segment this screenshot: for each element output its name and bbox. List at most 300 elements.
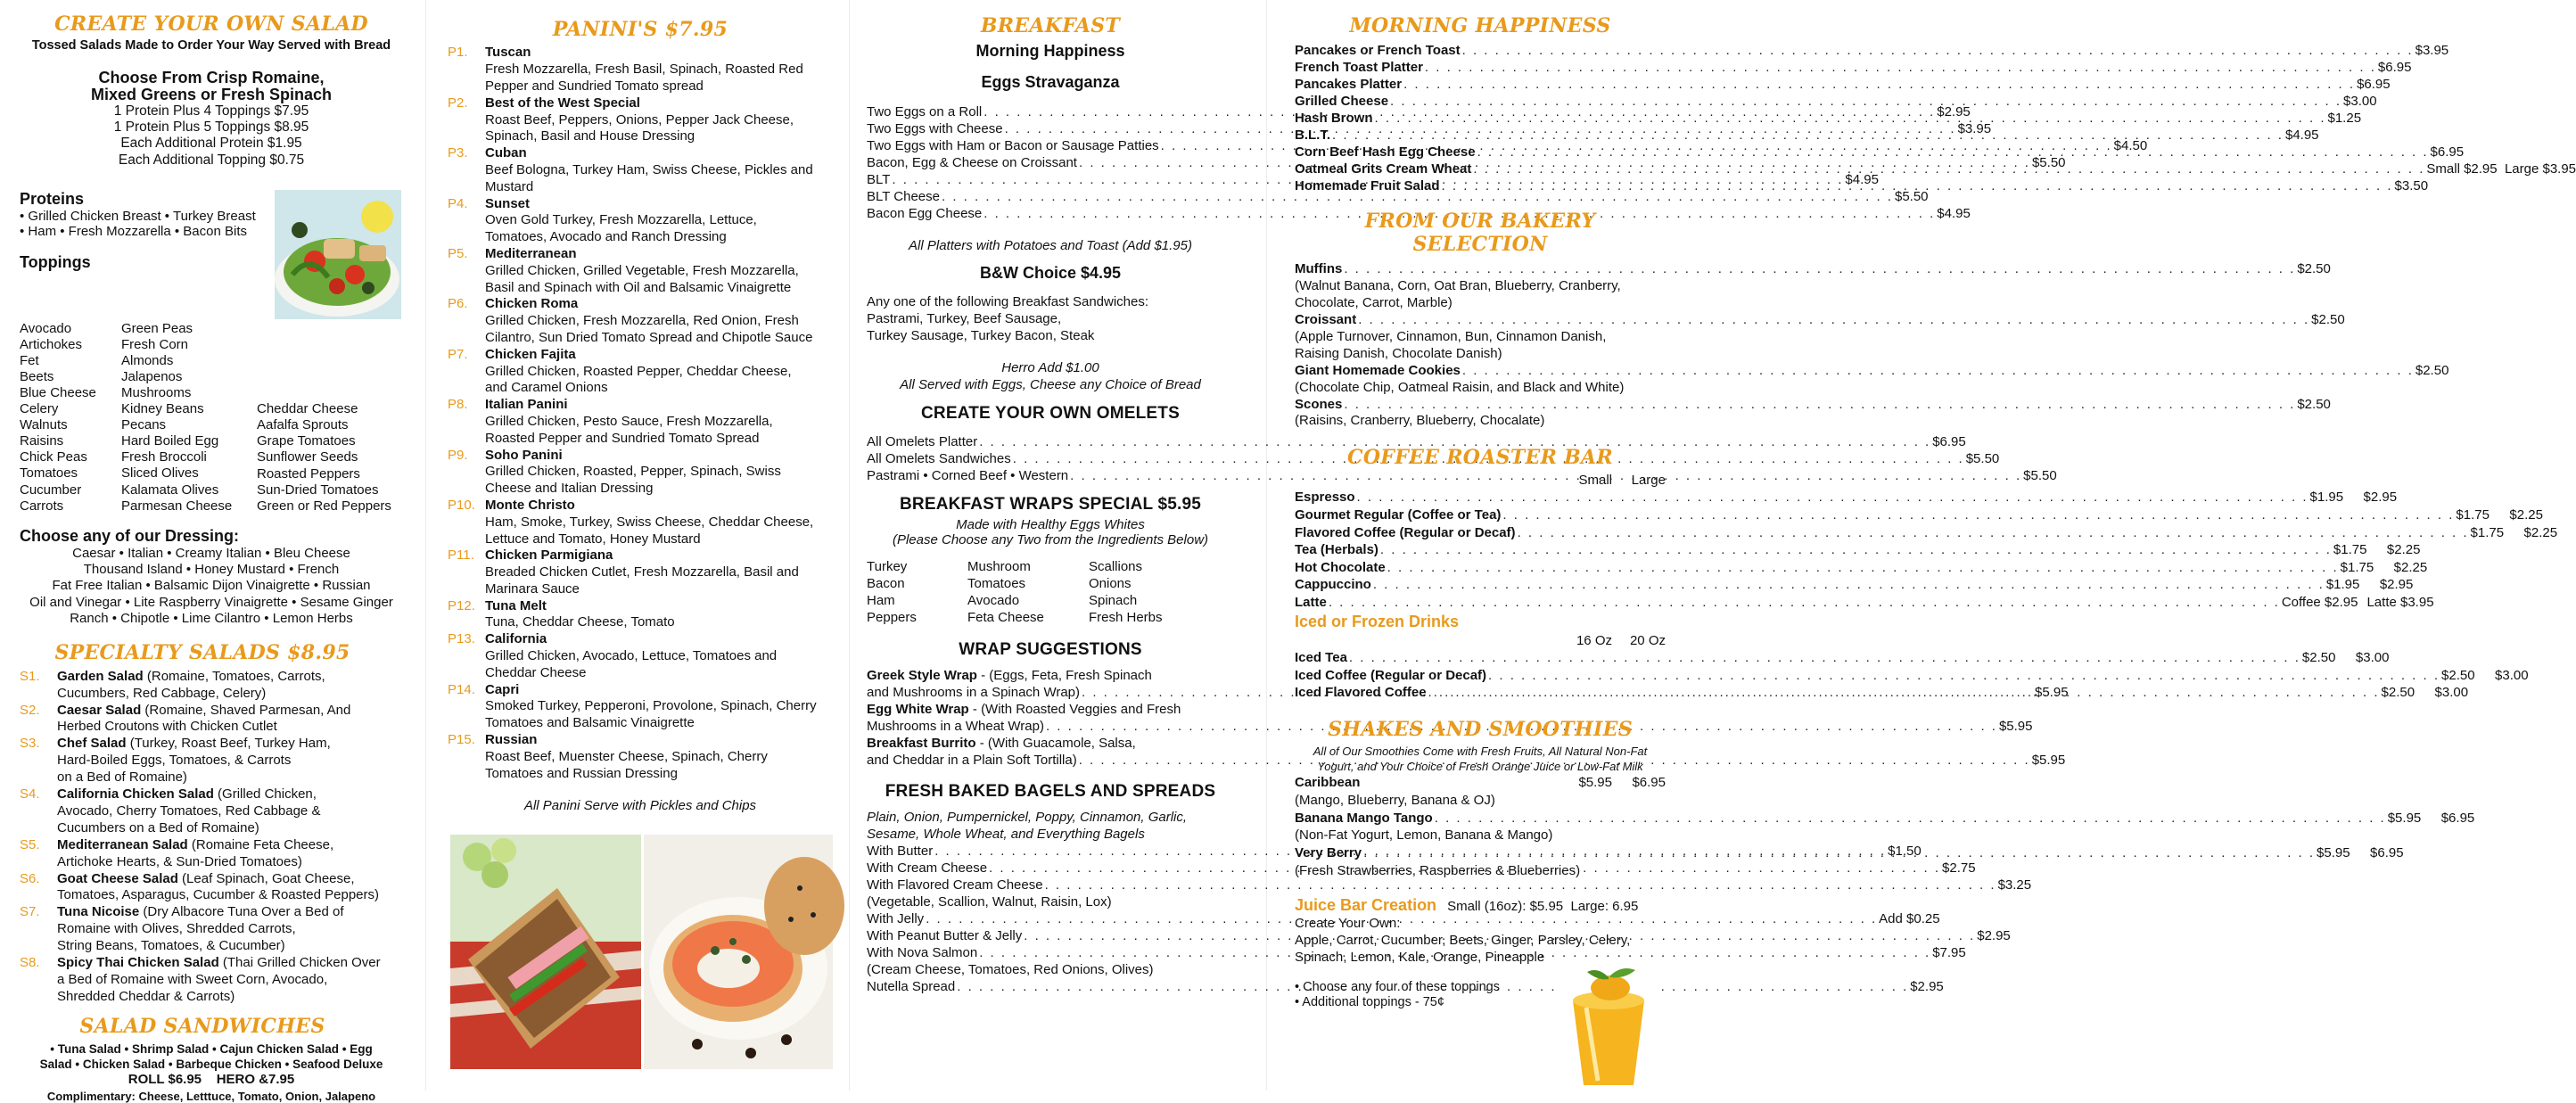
bakery-list	[1295, 261, 2449, 430]
coffee-item	[1295, 489, 2398, 506]
topping: Kalamata Olives	[121, 482, 219, 498]
leader-dots	[1390, 94, 2341, 111]
dressing-line: Thousand Island • Honey Mustard • French	[83, 562, 340, 578]
size-20oz: 20 Oz	[1629, 632, 1666, 648]
size-16oz: 16 Oz	[1576, 632, 1612, 648]
item-desc: Grilled Chicken, Roasted, Pepper, Spinach, Swiss	[485, 464, 781, 480]
topping: Fresh Broccoli	[121, 449, 207, 465]
price-large: $2.25	[2509, 506, 2543, 523]
item-name: California Chicken Salad	[57, 786, 214, 803]
item-desc: Raising Danish, Chocolate Danish)	[1295, 345, 1502, 361]
item-price: $5.50	[1965, 450, 2000, 466]
item-desc: (Fresh Strawberries, Raspberries & Blueberries)	[1295, 862, 1581, 878]
price-small: $5.95	[2387, 810, 2422, 826]
price-small: $1.75	[2470, 524, 2505, 540]
size-large: Large	[1631, 472, 1666, 488]
item-number: P6.	[448, 296, 468, 312]
leader-dots	[1428, 684, 2380, 702]
panini-item	[448, 448, 833, 498]
item-price: $3.00	[2343, 94, 2377, 110]
complimentary-line: Complimentary: Cheese, Letttuce, Tomato, Onion, Jalapeno	[46, 1089, 376, 1103]
bakery-item	[1295, 362, 2449, 397]
item-desc: Cilantro, Sun Dried Tomato Spread and Chipotle Sauce	[485, 329, 813, 345]
item-name: Two Eggs with Ham or Bacon or Sausage Patties	[867, 138, 1159, 154]
price-small: $1.75	[2456, 506, 2490, 523]
item-price: $2.50	[2311, 312, 2345, 328]
item-number: P9.	[448, 447, 468, 463]
panini-item	[448, 498, 833, 547]
item-price: $2.50	[2415, 362, 2449, 378]
panini-item	[448, 347, 833, 397]
price-large: $2.95	[2379, 577, 2414, 593]
roll-hero-prices: ROLL $6.95 HERO &7.95	[128, 1072, 295, 1088]
sandwich-line: Salad • Chicken Salad • Barbeque Chicken • Seafood Deluxe	[39, 1058, 383, 1072]
item-name: Iced Coffee (Regular or Decaf)	[1295, 667, 1487, 683]
leader-dots	[1518, 524, 2469, 542]
item-name: Homemade Fruit Salad	[1295, 177, 1440, 193]
coffee-item	[1295, 524, 2558, 542]
item-name: Flavored Coffee (Regular or Decaf)	[1295, 524, 1516, 540]
shake-item	[1295, 774, 1666, 809]
item-desc: a Bed of Romaine with Sweet Corn, Avocado,	[57, 972, 328, 988]
price-small: $1.95	[2325, 577, 2360, 593]
item-name: California	[485, 631, 547, 647]
pricing-line: 1 Protein Plus 5 Toppings $8.95	[113, 119, 309, 136]
item-desc: String Beans, Tomatoes, & Cucumber)	[57, 938, 285, 954]
topping: Cucumber	[20, 482, 82, 498]
price-large: $3.00	[2355, 650, 2390, 666]
panini-photo	[450, 835, 641, 1069]
item-name: Iced Tea	[1295, 650, 1347, 666]
choose-line-1: Choose From Crisp Romaine,	[98, 69, 325, 87]
item-name: With Jelly	[867, 911, 925, 927]
item-name: Tuna Nicoise	[57, 904, 140, 920]
item-name: Pastrami • Corned Beef • Western	[867, 467, 1069, 483]
leader-dots	[1358, 312, 2309, 329]
pricing-line: Each Additional Topping $0.75	[118, 152, 305, 168]
topping: Aafalfa Sprouts	[257, 417, 349, 433]
leader-dots	[1363, 844, 2315, 862]
item-price: $2.50	[2297, 396, 2331, 412]
dressing-line: Fat Free Italian • Balsamic Dijon Vinaigrette • Russian	[52, 578, 371, 594]
topping: Chick Peas	[20, 449, 87, 465]
price-small: $2.50	[2441, 667, 2475, 683]
item-number: P5.	[448, 245, 468, 261]
item-desc: (Raisins, Cranberry, Blueberry, Chocalate)	[1295, 413, 1545, 429]
bakery-item	[1295, 312, 2345, 363]
panini-item	[448, 732, 833, 782]
item-desc: (Turkey, Roast Beef, Turkey Ham,	[126, 736, 331, 752]
panini-footer: All Panini Serve with Pickles and Chips	[523, 798, 757, 814]
item-name: B.L.T.	[1295, 127, 1330, 143]
dressing-line: Ranch • Chipotle • Lime Cilantro • Lemon Herbs	[70, 611, 353, 627]
ingredient: Onions	[1089, 575, 1132, 591]
item-price: $4.95	[1845, 172, 1879, 188]
item-price: $5.50	[1894, 189, 1929, 205]
item-name: BLT	[867, 172, 891, 188]
item-name: Caesar Salad	[57, 702, 142, 718]
item-name: With Flavored Cream Cheese	[867, 877, 1043, 893]
dressing-list	[20, 546, 403, 627]
topping: Avocado	[20, 320, 72, 336]
item-name: Bacon Egg Cheese	[867, 205, 983, 221]
item-name: BLT Cheese	[867, 189, 940, 205]
item-name: Iced Flavored Coffee	[1295, 685, 1427, 701]
item-name: With Peanut Butter & Jelly	[867, 928, 1023, 944]
bw-line: Pastrami, Turkey, Beef Sausage,	[867, 311, 1062, 327]
price-small: $1.75	[2340, 559, 2374, 575]
item-price: $1.25	[2327, 111, 2362, 127]
item-price: $2.75	[1942, 860, 1976, 877]
choose-line-2: Mixed Greens or Fresh Spinach	[90, 86, 333, 104]
item-price: $6.95	[2377, 60, 2412, 76]
item-name: With Butter	[867, 844, 934, 860]
specialty-item	[20, 736, 403, 786]
leader-dots	[1435, 810, 2386, 827]
topping: Artichokes	[20, 336, 83, 352]
proteins-line: • Grilled Chicken Breast • Turkey Breast	[20, 208, 256, 224]
item-desc: Pepper and Sundried Tomato spread	[485, 78, 704, 94]
topping: Beets	[20, 368, 54, 384]
panini-item	[448, 547, 833, 597]
create-salad-title: CREATE YOUR OWN SALAD	[54, 12, 368, 36]
bakery-title: FROM OUR BAKERY SELECTION	[1364, 209, 1596, 256]
item-name: Egg White Wrap	[867, 702, 969, 718]
panini-title: PANINI'S $7.95	[552, 18, 728, 41]
item-name: Goat Cheese Salad	[57, 870, 178, 886]
item-desc: Tomatoes, Avocado and Ranch Dressing	[485, 229, 727, 245]
wrap-suggestions-title: WRAP SUGGESTIONS	[959, 639, 1142, 659]
item-number: S3.	[20, 736, 40, 752]
item-name: Hash Brown	[1295, 111, 1373, 127]
coffee-item	[1295, 576, 2414, 594]
item-name: Very Berry	[1295, 845, 1362, 861]
item-name: Monte Christo	[485, 497, 575, 513]
item-name: Chef Salad	[57, 736, 127, 752]
item-name: Capri	[485, 681, 520, 697]
leader-dots	[1344, 261, 2295, 278]
item-number: P7.	[448, 346, 468, 362]
topping: Sun-Dried Tomatoes	[257, 482, 379, 498]
price-large: $6.95	[2370, 845, 2404, 861]
juice-list: Spinach, Lemon, Kale, Orange, Pineapple	[1295, 949, 1545, 965]
bw-choice-title: B&W Choice $4.95	[979, 264, 1122, 283]
item-name: Two Eggs with Cheese	[867, 121, 1003, 137]
pricing-line: Each Additional Protein $1.95	[120, 136, 302, 152]
item-price: $4.50	[2113, 138, 2148, 154]
item-desc: Lettuce and Tomato, Honey Mustard	[485, 531, 701, 547]
juice-header	[1295, 896, 1666, 915]
juice-bullet: • Additional toppings - 75¢	[1295, 995, 1444, 1010]
morning-happiness-title: MORNING HAPPINESS	[1349, 14, 1611, 37]
item-number: P14.	[448, 681, 475, 697]
price-small: $5.95	[1578, 775, 1612, 791]
leader-dots	[1462, 363, 2414, 380]
item-desc: Romaine with Olives, Shredded Carrots,	[57, 921, 296, 937]
item-price: $3.95	[1957, 121, 1992, 137]
item-name: Best of the West Special	[485, 95, 640, 111]
item-number: S1.	[20, 668, 40, 684]
item-desc: Roast Beef, Peppers, Onions, Pepper Jack Cheese,	[485, 111, 794, 128]
item-number: S7.	[20, 904, 40, 920]
price-small: $5.95	[2317, 845, 2350, 861]
leader-dots	[1375, 111, 2326, 128]
item-number: P8.	[448, 397, 468, 413]
item-name: Two Eggs on a Roll	[867, 104, 983, 120]
price-small: $1.95	[2309, 490, 2344, 506]
item-name: Bacon, Egg & Cheese on Croissant	[867, 155, 1077, 171]
item-name: Banana Mango Tango	[1295, 810, 1433, 826]
item-price: $5.95	[2031, 753, 2066, 769]
leader-dots	[1387, 559, 2339, 577]
item-desc: Basil and Spinach with Oil and Balsamic Vinaigrette	[485, 279, 792, 295]
item-desc: Smoked Turkey, Pepperoni, Provolone, Spinach, Cherry	[485, 698, 817, 714]
item-name: Oatmeal Grits Cream Wheat	[1295, 161, 1472, 177]
item-number: P13.	[448, 631, 475, 647]
proteins-line: • Ham • Fresh Mozzarella • Bacon Bits	[20, 224, 247, 240]
morning-item	[1295, 77, 2391, 94]
item-desc: - (Eggs, Feta, Fresh Spinach	[976, 668, 1152, 684]
item-name: Espresso	[1295, 490, 1355, 506]
ingredient: Feta Cheese	[967, 609, 1044, 625]
item-desc: Marinara Sauce	[485, 580, 580, 597]
item-name: Mediterranean Salad	[57, 836, 188, 852]
leader-dots	[1403, 77, 2355, 94]
item-price: $3.50	[2394, 177, 2429, 193]
topping: Tomatoes	[20, 465, 78, 482]
egg-item	[867, 205, 1971, 223]
leader-dots	[1473, 161, 2424, 178]
item-price: $6.95	[2357, 77, 2391, 93]
topping: Blue Cheese	[20, 385, 96, 400]
item-name: Latte	[1295, 594, 1327, 610]
coffee-title: COFFEE ROASTER BAR	[1347, 446, 1613, 470]
dressing-line: Oil and Vinegar • Lite Raspberry Vinaigrette • Sesame Ginger	[29, 594, 393, 610]
ingredient: Mushroom	[967, 558, 1031, 574]
item-name: Breakfast Burrito	[867, 736, 976, 752]
specialty-item	[20, 703, 403, 737]
item-desc: and Caramel Onions	[485, 380, 608, 396]
juice-create: Create Your Own:	[1295, 915, 1401, 931]
price-large: $3.00	[2434, 685, 2469, 701]
salad-column	[20, 12, 403, 1103]
item-number: P12.	[448, 597, 475, 613]
item-desc: (Apple Turnover, Cinnamon, Bun, Cinnamon Danish,	[1295, 328, 1607, 344]
item-desc: Artichoke Hearts, & Sun-Dried Tomatoes)	[57, 853, 302, 869]
item-desc: (Romaine Feta Cheese,	[187, 836, 334, 852]
item-desc: Fresh Mozzarella, Fresh Basil, Spinach, Roasted Red	[485, 62, 803, 78]
panini-list	[448, 45, 833, 782]
ingredient: Bacon	[867, 575, 905, 591]
shakes-note-1: All of Our Smoothies Come with Fresh Fruits, All Natural Non-Fat	[1313, 745, 1648, 759]
item-number: S4.	[20, 786, 40, 803]
shakes-title: SHAKES AND SMOOTHIES	[1328, 717, 1633, 741]
panini-item	[448, 95, 833, 145]
iced-item	[1295, 667, 2529, 685]
topping: Raisins	[20, 433, 64, 449]
leader-dots	[1357, 489, 2309, 506]
ingredient-col	[867, 558, 967, 626]
specialty-item	[20, 904, 403, 955]
proteins-title: Proteins	[20, 189, 85, 208]
bagels-title: FRESH BAKED BAGELS AND SPREADS	[885, 782, 1216, 802]
ingredient: Tomatoes	[967, 575, 1026, 591]
smoothie-photo	[1555, 965, 1662, 1090]
panini-item	[448, 397, 833, 447]
ingredient-col	[967, 558, 1089, 626]
item-desc: Cheddar Cheese	[485, 664, 587, 680]
item-desc: Grilled Chicken, Grilled Vegetable, Fresh Mozzarella,	[485, 262, 799, 278]
panini-item	[448, 145, 833, 195]
panini-item	[448, 45, 833, 95]
item-desc: (Mango, Blueberry, Banana & OJ)	[1295, 793, 1495, 809]
specialty-item	[20, 837, 403, 871]
item-desc: Spinach, Basil and House Dressing	[485, 128, 695, 144]
panini-item	[448, 296, 833, 346]
item-price: $1.50	[1888, 844, 1922, 860]
price-large: $2.25	[2523, 524, 2558, 540]
shake-item	[1295, 810, 2475, 844]
item-number: P4.	[448, 195, 468, 211]
wraps-title: BREAKFAST WRAPS SPECIAL $5.95	[899, 494, 1202, 514]
proteins-block	[20, 190, 403, 328]
topping: Mushrooms	[121, 385, 192, 400]
fold-line	[425, 0, 426, 1091]
specialty-salads-title: SPECIALTY SALADS $8.95	[54, 641, 350, 665]
ingredient: Fresh Herbs	[1089, 609, 1163, 625]
salad-photo	[275, 190, 401, 319]
create-salad-subtitle: Tossed Salads Made to Order Your Way Served with Bread	[31, 38, 391, 54]
item-price: $2.50	[2297, 261, 2331, 277]
item-name: Garden Salad	[57, 668, 144, 684]
specialty-item	[20, 955, 403, 1006]
leader-dots	[1488, 667, 2440, 685]
coffee-item	[1295, 559, 2428, 577]
item-name: Soho Panini	[485, 447, 563, 463]
bagel-photo	[644, 835, 833, 1069]
topping: Green or Red Peppers	[257, 498, 391, 514]
item-desc: Grilled Chicken, Roasted Pepper, Cheddar Cheese,	[485, 363, 792, 379]
leader-dots	[1344, 397, 2295, 414]
leader-dots	[1442, 178, 2393, 195]
iced-drinks-title: Iced or Frozen Drinks	[1295, 612, 1460, 630]
leader-dots	[1349, 649, 2300, 667]
item-desc: Ham, Smoke, Turkey, Swiss Cheese, Cheddar Cheese,	[485, 514, 814, 530]
size-header	[1295, 472, 1666, 490]
item-name: Tea (Herbals)	[1295, 542, 1379, 558]
item-desc: Grilled Chicken, Avocado, Lettuce, Tomatoes and	[485, 648, 778, 664]
item-name: Spicy Thai Chicken Salad	[57, 955, 219, 971]
item-name: Nutella Spread	[867, 979, 956, 995]
item-desc: Mushrooms in a Wheat Wrap)	[867, 719, 1044, 735]
item-desc: Chocolate, Carrot, Marble)	[1295, 295, 1453, 311]
panini-item	[448, 246, 833, 296]
sandwiches-list	[20, 1041, 403, 1072]
item-price: $2.95	[1910, 979, 1944, 995]
leader-dots	[1380, 541, 2332, 559]
item-name: Greek Style Wrap	[867, 668, 977, 684]
item-name: Russian	[485, 732, 538, 748]
item-desc: Avocado, Cherry Tomatoes, Red Cabbage &	[57, 803, 321, 819]
item-price: Add $0.25	[1879, 911, 1940, 927]
juice-bullet: • Choose any four of these toppings	[1295, 979, 1500, 994]
item-name: With Nova Salmon	[867, 945, 978, 961]
item-price: $5.50	[2023, 467, 2057, 483]
price-large: $6.95	[1632, 775, 1666, 791]
item-desc: Roasted Pepper and Sundried Tomato Spread	[485, 430, 760, 446]
shakes-note-2: Yogurt, and Your Choice of Fresh Orange Juice or Low-Fat Milk	[1317, 760, 1643, 774]
bw-line: Turkey Sausage, Turkey Bacon, Steak	[867, 328, 1095, 344]
item-name: Chicken Roma	[485, 296, 579, 312]
morning-item	[1295, 43, 2449, 60]
ingredient: Scallions	[1089, 558, 1143, 574]
topping: Fresh Corn	[121, 336, 189, 352]
nova-note: (Cream Cheese, Tomatoes, Red Onions, Olives)	[867, 962, 1154, 978]
leader-dots	[1329, 594, 2280, 612]
ingredient: Spinach	[1089, 592, 1138, 608]
item-desc: - (With Guacamole, Salsa,	[975, 736, 1136, 752]
topping: Hard Boiled Egg	[121, 433, 219, 449]
item-name: Giant Homemade Cookies	[1295, 362, 1461, 378]
breakfast-title: BREAKFAST	[980, 14, 1121, 37]
item-name: Tuna Melt	[485, 597, 547, 613]
item-desc: (Non-Fat Yogurt, Lemon, Banana & Mango)	[1295, 827, 1553, 844]
item-desc: Shredded Cheddar & Carrots)	[57, 988, 235, 1004]
price-small: $1.75	[2333, 542, 2367, 558]
morning-item	[1295, 94, 2377, 111]
item-desc: (Thai Grilled Chicken Over	[218, 955, 381, 971]
item-number: P1.	[448, 45, 468, 61]
breakfast-sub-2: Eggs Stravaganza	[981, 73, 1120, 92]
topping: Carrots	[20, 498, 64, 514]
price-large: $2.25	[2393, 559, 2428, 575]
specialty-list	[20, 669, 403, 1006]
price-small: Coffee $2.95	[2281, 594, 2358, 610]
item-price: $2.95	[1937, 104, 1971, 120]
sandwich-line: • Tuna Salad • Shrimp Salad • Cajun Chicken Salad • Egg	[50, 1042, 373, 1057]
item-name: Hot Chocolate	[1295, 559, 1386, 575]
item-price: $5.95	[1998, 719, 2033, 735]
ingredient-col	[1089, 558, 1214, 626]
item-desc: Mustard	[485, 178, 534, 194]
topping: Fet	[20, 352, 39, 368]
price-large: $2.25	[2386, 542, 2421, 558]
item-name: With Cream Cheese	[867, 860, 988, 877]
leader-dots	[1425, 60, 2376, 77]
item-number: P10.	[448, 497, 475, 513]
item-desc: Cucumbers, Red Cabbage, Celery)	[57, 685, 267, 701]
item-name: Mediterranean	[485, 245, 577, 261]
omelet-item	[867, 433, 1966, 450]
item-desc: Cucumbers on a Bed of Romaine)	[57, 819, 259, 835]
item-name: Cappuccino	[1295, 577, 1371, 593]
toppings-title: Toppings	[20, 252, 91, 271]
price-small: $2.50	[2381, 685, 2416, 701]
wraps-note-2: (Please Choose any Two from the Ingredients Below)	[892, 532, 1209, 548]
item-desc: Tomatoes and Balsamic Vinaigrette	[485, 715, 695, 731]
item-name: Cuban	[485, 145, 527, 161]
bw-line: Any one of the following Breakfast Sandwiches:	[867, 294, 1149, 310]
platters-note: All Platters with Potatoes and Toast (Add $1.95)	[909, 237, 1192, 253]
item-desc: Tomatoes, Asparagus, Cucumber & Roasted Peppers)	[57, 887, 380, 903]
item-desc: Tomatoes and Russian Dressing	[485, 765, 678, 781]
item-desc: Breaded Chicken Cutlet, Fresh Mozzarella, Basil and	[485, 564, 799, 580]
panini-item	[448, 196, 833, 246]
price-small: $2.50	[2301, 650, 2336, 666]
item-price: $6.95	[2430, 144, 2465, 160]
panini-item	[448, 598, 833, 632]
item-desc: (Chocolate Chip, Oatmeal Raisin, and Black and White)	[1295, 379, 1625, 395]
